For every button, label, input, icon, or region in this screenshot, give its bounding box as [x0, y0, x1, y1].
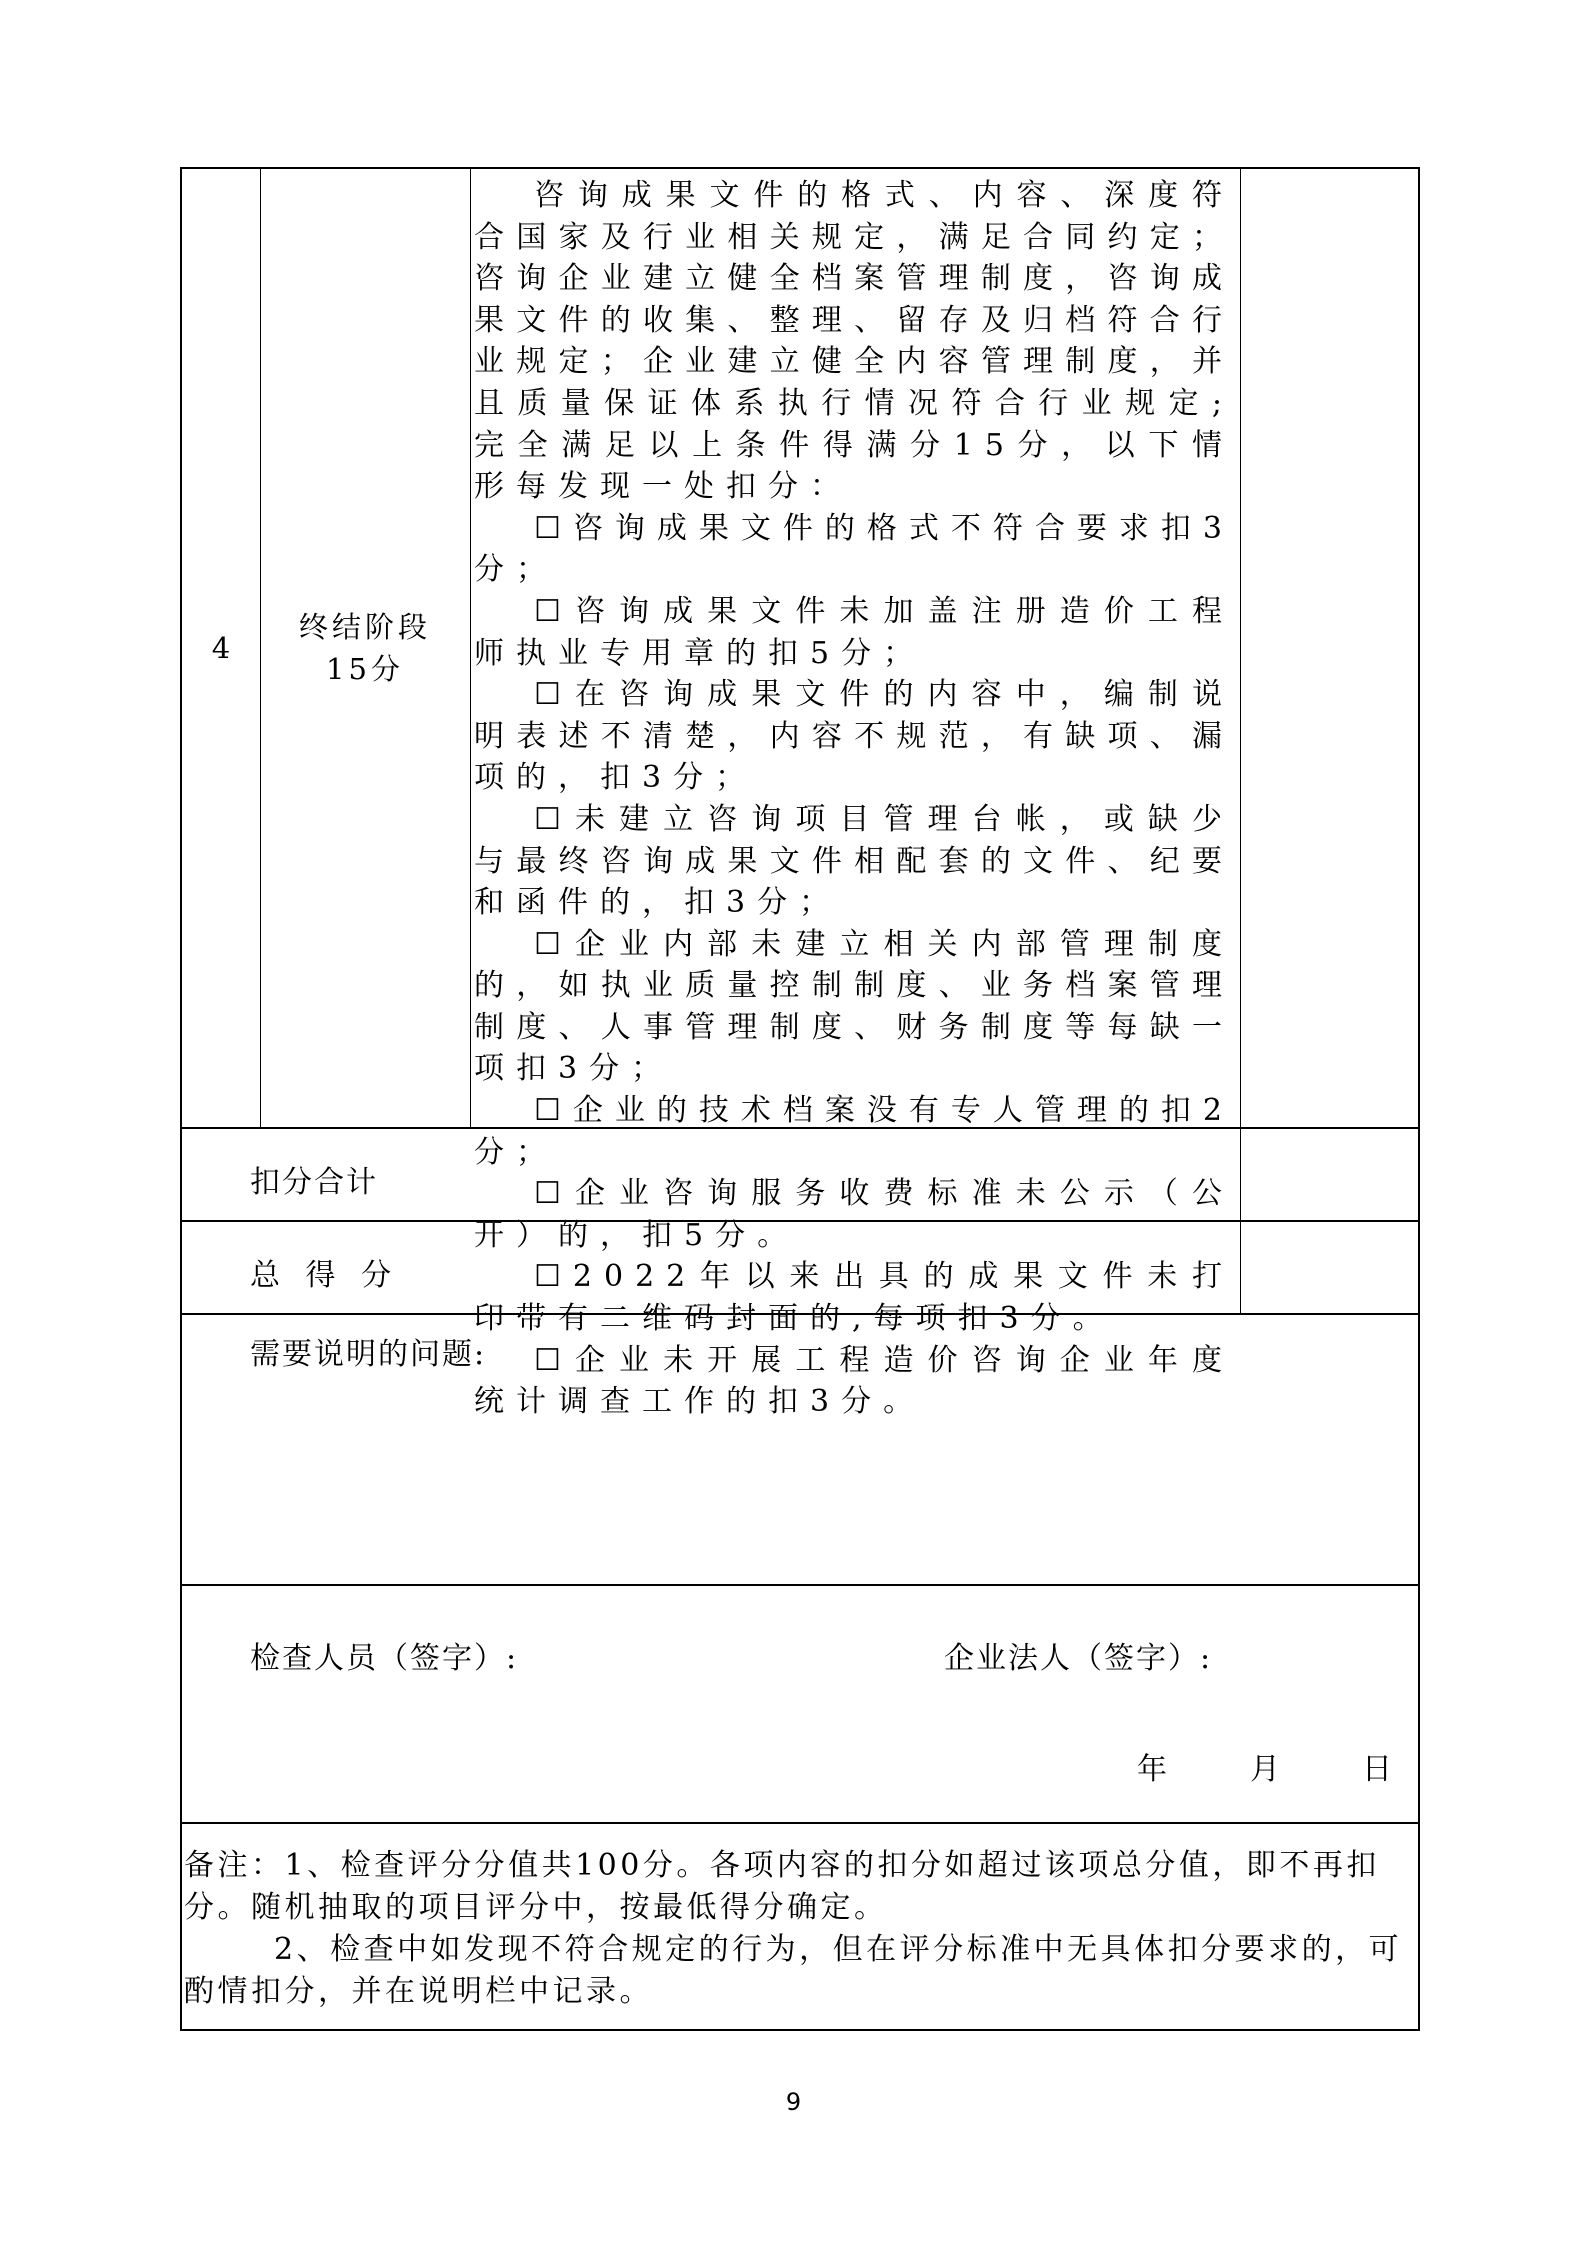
stage-score: 15分	[326, 652, 404, 686]
total-score-value[interactable]	[1240, 1220, 1420, 1313]
note-1: 备注：1、检查评分分值共100分。各项内容的扣分如超过该项总分值，即不再扣分。随机抽取的项目评分中，按最低得分确定。	[184, 1848, 1380, 1925]
scoring-table	[180, 167, 1420, 2031]
deduction-item: ☐咨询成果文件的格式不符合要求扣3分；	[474, 510, 1234, 588]
stage-cell	[260, 169, 470, 1127]
criteria-cell	[470, 175, 1240, 1423]
date-year: 年	[1137, 1752, 1169, 1787]
row-divider	[182, 1584, 1418, 1586]
deduction-total-label: 扣分合计	[250, 1165, 378, 1200]
row-divider	[182, 1822, 1418, 1824]
stage-name: 终结阶段	[298, 610, 431, 644]
deduction-item: ☐在咨询成果文件的内容中，编制说明表述不清楚，内容不规范，有缺项、漏项的，扣3分；	[474, 677, 1234, 796]
note-2: 2、检查中如发现不符合规定的行为，但在评分标准中无具体扣分要求的，可酌情扣分，并在说明栏中记录。	[184, 1932, 1403, 2009]
deduction-total-value[interactable]	[1240, 1127, 1420, 1220]
date-month: 月	[1250, 1752, 1282, 1787]
deduction-item: ☐企业内部未建立相关内部管理制度的，如执业质量控制制度、业务档案管理制度、人事管理制度、财务制度等每缺一项扣3分；	[474, 926, 1234, 1087]
legal-person-signature-label: 企业法人（签字）:	[944, 1641, 1213, 1676]
page-number: 9	[785, 2088, 802, 2116]
total-score-label: 总 得 分	[250, 1258, 400, 1293]
issues-area[interactable]	[182, 1369, 1418, 1579]
criteria-intro: 咨询成果文件的格式、内容、深度符合国家及行业相关规定，满足合同约定；咨询企业建立健全档案管理制度，咨询成果文件的收集、整理、留存及归档符合行业规定；企业建立健全内容管理制度，并且质量保证体系执行情况符合行业规定;完全满足以上条件得满分15分，以下情形每发现一处扣分：	[474, 178, 1234, 505]
deduction-item: ☐企业咨询服务收费标准未公示（公开）的，扣5分。	[474, 1176, 1234, 1253]
date-day: 日	[1362, 1752, 1394, 1787]
deduction-item: ☐企业未开展工程造价咨询企业年度统计调查工作的扣3分。	[474, 1342, 1234, 1420]
inspector-signature-label: 检查人员（签字）:	[250, 1641, 519, 1676]
deduction-item: ☐未建立咨询项目管理台帐，或缺少与最终咨询成果文件相配套的文件、纪要和函件的，扣3分；	[474, 801, 1234, 921]
notes	[184, 1845, 1416, 2013]
deduction-item: ☐咨询成果文件未加盖注册造价工程师执业专用章的扣5分；	[474, 593, 1234, 671]
deduction-item: ☐企业的技术档案没有专人管理的扣2分；	[474, 1093, 1234, 1170]
issues-label: 需要说明的问题:	[250, 1337, 487, 1372]
row-number: 4	[211, 631, 231, 665]
deduction-item: ☐2022年以来出具的成果文件未打印带有二维码封面的,每项扣3分。	[474, 1259, 1234, 1337]
